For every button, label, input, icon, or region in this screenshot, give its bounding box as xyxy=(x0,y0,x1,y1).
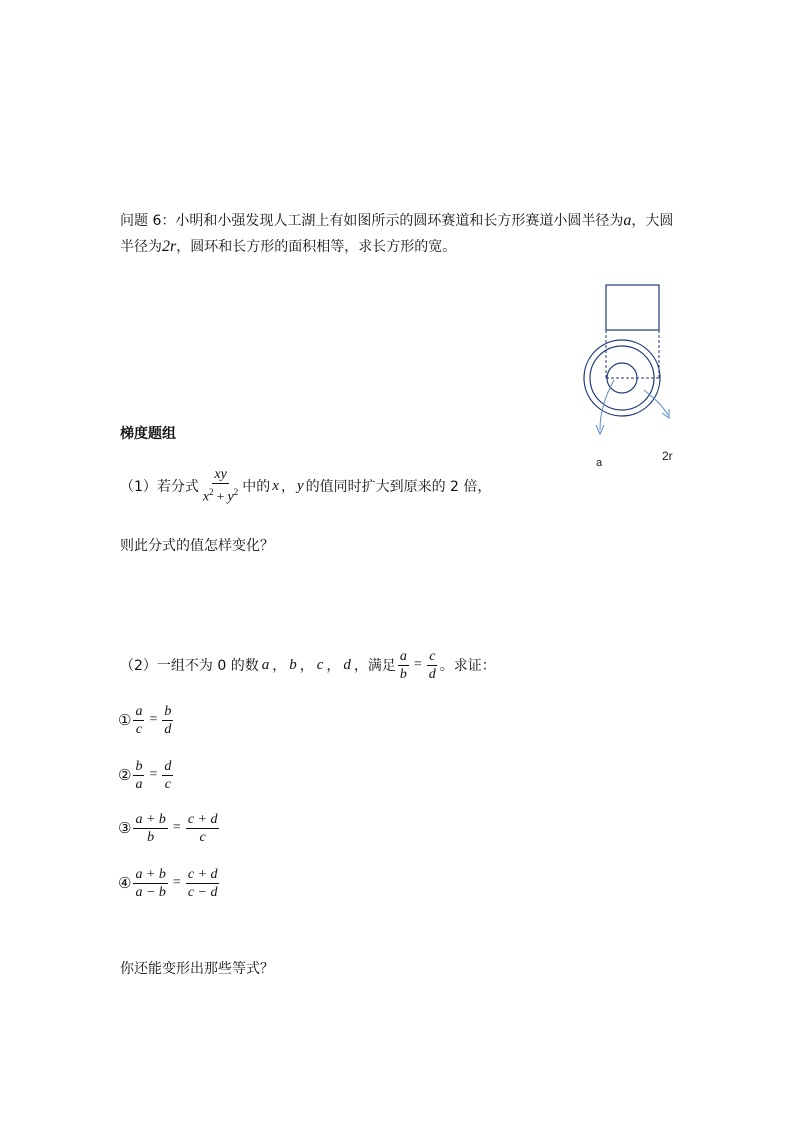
problem6-text-3: ，圆环和长方形的面积相等，求长方形的宽。 xyxy=(176,239,457,255)
var-2r: 2r xyxy=(162,238,177,255)
item4-n2: c + d xyxy=(187,866,218,882)
problem6-line1 xyxy=(120,210,673,230)
den-y-exp: 2 xyxy=(233,487,239,498)
cond-frac-1 xyxy=(398,648,409,683)
q2-var-a: a xyxy=(261,656,270,673)
problem6-text-2: 半径为 xyxy=(120,239,162,255)
item3-d1: b xyxy=(147,829,155,845)
den-y: y xyxy=(227,489,234,505)
marker-4: ④ xyxy=(118,874,132,892)
item1-d2: d xyxy=(164,721,172,737)
item4-d2: c − d xyxy=(187,884,218,900)
item2-d2: c xyxy=(164,776,171,792)
cond-den-2: d xyxy=(428,666,436,682)
item4-d1: a − b xyxy=(135,884,166,900)
item4-frac-left xyxy=(133,866,167,901)
q1-frac-den xyxy=(201,484,240,506)
cond-den-1: b xyxy=(399,666,407,682)
item1-n2: b xyxy=(164,703,172,719)
track-diagram xyxy=(578,280,688,470)
rectangle-track xyxy=(606,285,659,330)
item2-frac-right xyxy=(162,758,173,793)
item1-n1: a xyxy=(135,703,143,719)
arrow-a xyxy=(600,380,614,430)
q2-suffix: 。求证： xyxy=(439,658,496,674)
cond-frac-2 xyxy=(427,648,438,683)
q2-var-b: b xyxy=(289,656,297,673)
q2-sep-3: ， xyxy=(326,658,341,674)
item4-frac-right xyxy=(186,866,220,901)
q1-mid: 中的 xyxy=(242,479,271,495)
q1-var-y: y xyxy=(296,477,304,494)
problem6-line2 xyxy=(120,236,456,256)
q2-prefix: （2）一组不为 0 的数 xyxy=(120,658,259,674)
item1-eq: = xyxy=(149,712,158,727)
q2-satisfy: ，满足 xyxy=(353,658,396,674)
q1-suffix: 的值同时扩大到原来的 2 倍， xyxy=(305,479,492,495)
q1-frac-num: xy xyxy=(214,467,227,483)
arrow-2r-head xyxy=(662,409,669,418)
cond-eq: = xyxy=(413,657,422,672)
problem6-text-mid: ，大圆 xyxy=(631,213,674,229)
q2-var-d: d xyxy=(343,656,351,673)
item2-n2: d xyxy=(164,758,172,774)
item4-n1: a + b xyxy=(135,866,166,882)
var-a: a xyxy=(623,212,632,229)
q2-line xyxy=(120,645,496,685)
den-x: x xyxy=(202,489,210,505)
item3-n1: a + b xyxy=(135,811,166,827)
item1-frac-left xyxy=(133,703,144,738)
item1-d1: c xyxy=(135,721,143,737)
item3-eq: = xyxy=(172,820,181,835)
item4-eq: = xyxy=(172,875,181,890)
marker-2: ② xyxy=(118,766,132,784)
q1-sep: ， xyxy=(280,479,295,495)
proof-item-1 xyxy=(118,700,175,740)
marker-3: ③ xyxy=(118,819,132,837)
problem6-text: 问题 6：小明和小强发现人工湖上有如图所示的圆环赛道和长方形赛道小圆半径为 xyxy=(120,213,624,229)
proof-item-3 xyxy=(118,808,221,848)
q1-line2: 则此分式的值怎样变化？ xyxy=(120,538,274,554)
item3-d2: c xyxy=(199,829,206,845)
section-title: 梯度题组 xyxy=(120,426,176,442)
q1-var-x: x xyxy=(272,477,279,494)
q2-var-c: c xyxy=(316,656,324,673)
item2-d1: a xyxy=(135,776,143,792)
q2-sep-1: ， xyxy=(272,658,287,674)
item3-frac-right xyxy=(186,811,220,846)
den-x-exp: 2 xyxy=(209,487,214,498)
q2-closing: 你还能变形出那些等式？ xyxy=(120,961,274,977)
q2-sep-2: ， xyxy=(299,658,314,674)
cond-num-1: a xyxy=(399,648,407,664)
proof-item-2 xyxy=(118,755,175,795)
item1-frac-right xyxy=(162,703,173,738)
proof-item-4 xyxy=(118,863,221,903)
item2-eq: = xyxy=(149,767,158,782)
item3-frac-left xyxy=(133,811,167,846)
item2-n1: b xyxy=(135,758,143,774)
marker-1: ① xyxy=(118,711,132,729)
label-a: a xyxy=(596,457,603,469)
q1-fraction xyxy=(201,466,240,506)
q1-prefix: （1）若分式 xyxy=(120,479,199,495)
label-2r: 2r xyxy=(662,449,673,463)
item2-frac-left xyxy=(133,758,144,793)
den-plus: + xyxy=(216,489,225,505)
cond-num-2: c xyxy=(429,648,436,664)
q1-line xyxy=(120,466,491,506)
item3-n2: c + d xyxy=(187,811,218,827)
